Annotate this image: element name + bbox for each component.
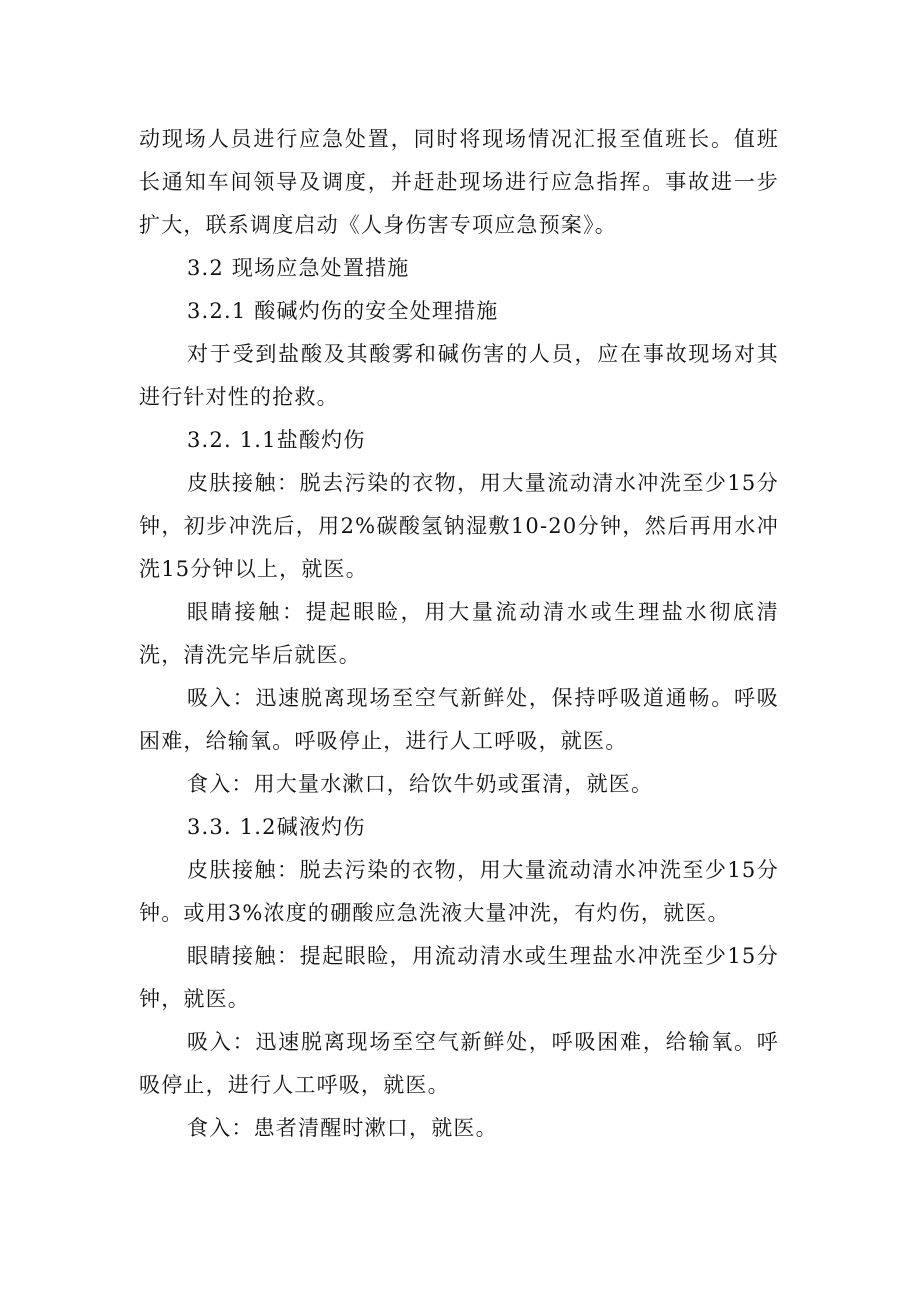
paragraph-acid-eye-contact: 眼睛接触：提起眼睑，用大量流动清水或生理盐水彻底清洗，清洗完毕后就医。 [139, 600, 779, 667]
subheading-alkali-burn: 3.3. 1.2碱液灼伤 [187, 815, 366, 839]
paragraph-alkali-eye-contact: 眼睛接触：提起眼睑，用流动清水或生理盐水冲洗至少15分钟，就医。 [139, 944, 779, 1011]
section-heading-3-2-1: 3.2.1 酸碱灼伤的安全处理措施 [187, 299, 499, 323]
paragraph-alkali-skin-contact: 皮肤接触：脱去污染的衣物，用大量流动清水冲洗至少15分钟。或用3%浓度的硼酸应急洗液大量冲洗，有灼伤，就医。 [139, 858, 779, 925]
paragraph-alkali-ingestion: 食入：患者清醒时漱口，就医。 [187, 1116, 498, 1140]
paragraph-acid-ingestion: 食入：用大量水漱口，给饮牛奶或蛋清，就医。 [187, 772, 654, 796]
paragraph-acid-skin-contact: 皮肤接触：脱去污染的衣物，用大量流动清水冲洗至少15分钟，初步冲洗后，用2%碳酸氢钠湿敷10-20分钟，然后再用水冲洗15分钟以上，就医。 [139, 471, 779, 581]
subheading-hydrochloric-acid-burn: 3.2. 1.1盐酸灼伤 [187, 428, 366, 452]
document-body [139, 118, 779, 1150]
paragraph-intro: 对于受到盐酸及其酸雾和碱伤害的人员，应在事故现场对其进行针对性的抢救。 [139, 342, 779, 409]
paragraph-alkali-inhalation: 吸入：迅速脱离现场至空气新鲜处，呼吸困难，给输氧。呼吸停止，进行人工呼吸，就医。 [139, 1030, 779, 1097]
paragraph-acid-inhalation: 吸入：迅速脱离现场至空气新鲜处，保持呼吸道通畅。呼吸困难，给输氧。呼吸停止，进行人工呼吸，就医。 [139, 686, 779, 753]
paragraph-continuation: 动现场人员进行应急处置，同时将现场情况汇报至值班长。值班长通知车间领导及调度，并赶赴现场进行应急指挥。事故进一步扩大，联系调度启动《人身伤害专项应急预案》。 [139, 127, 779, 237]
section-heading-3-2: 3.2 现场应急处置措施 [187, 256, 410, 280]
